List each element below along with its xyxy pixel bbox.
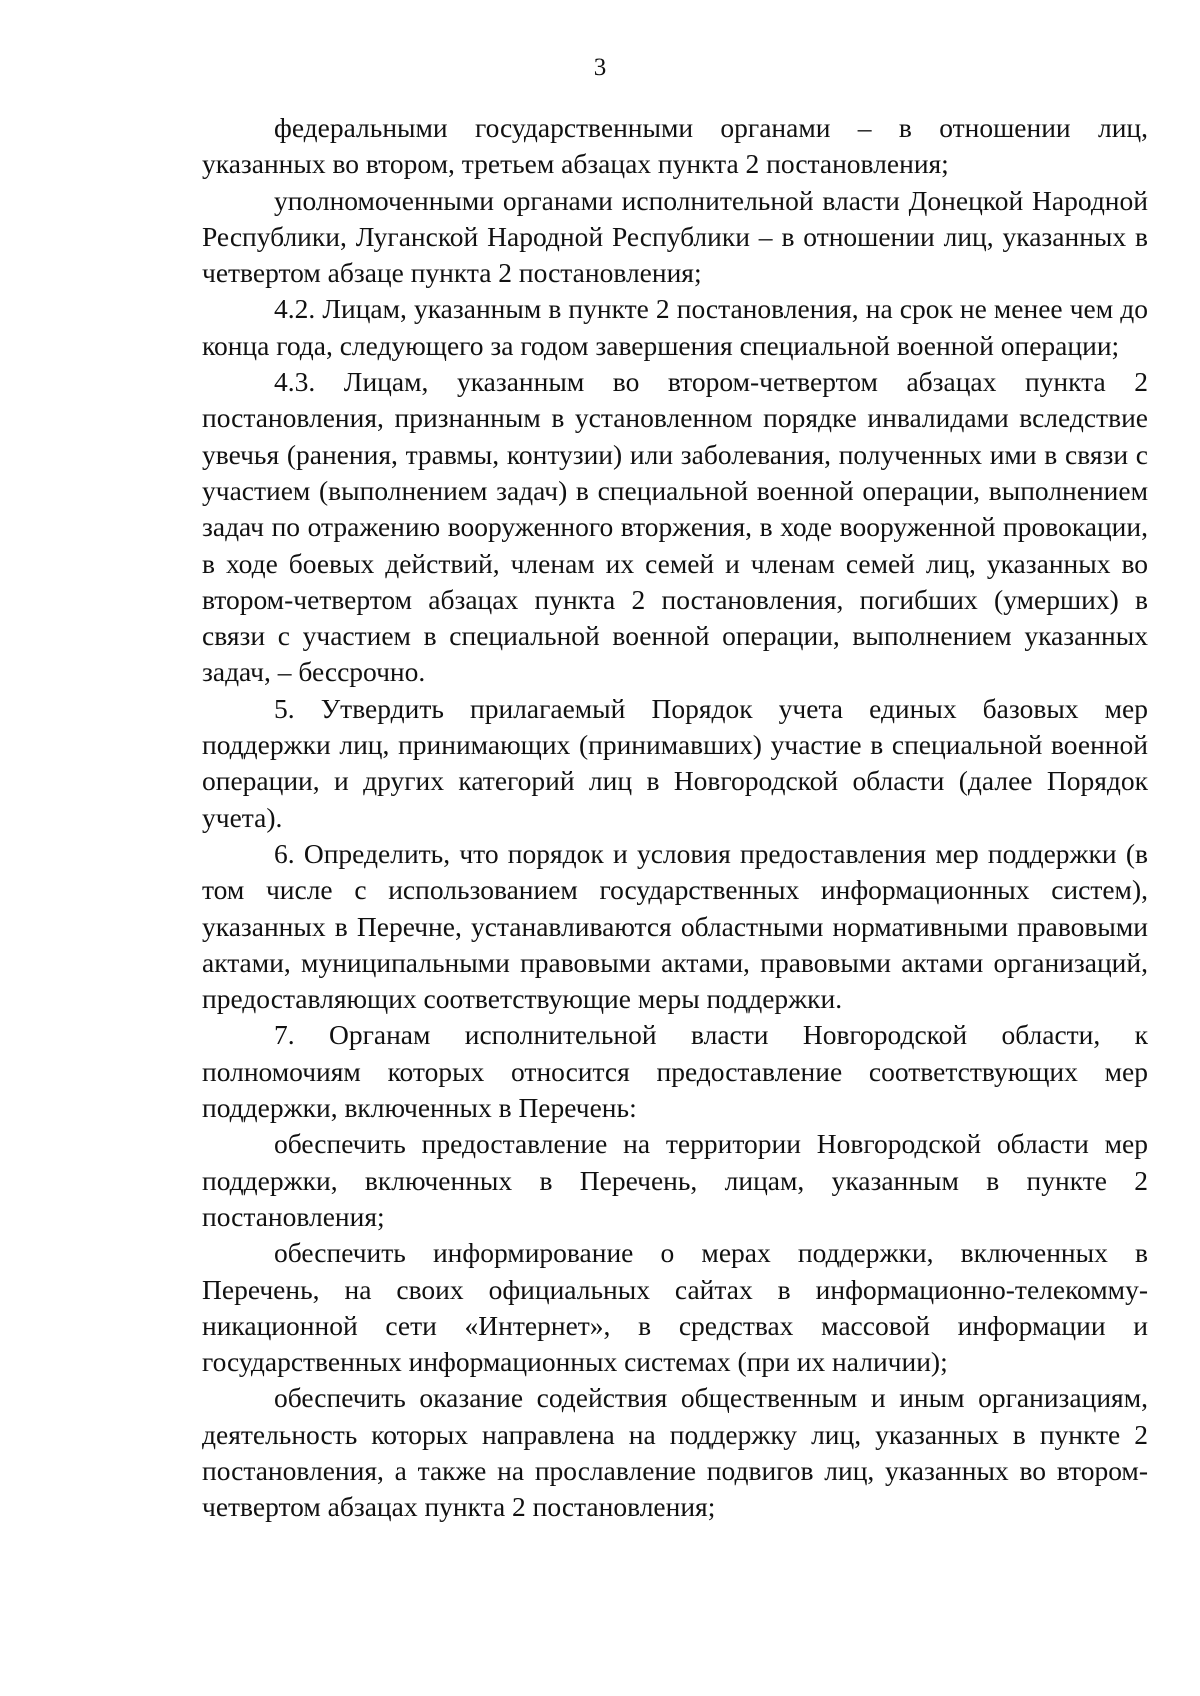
paragraph-authorized-bodies: уполномоченными органами исполнительной власти Донецкой Народной Республики, Луганской Народной Республики – в отношении лиц, указанных в четвертом абзаце пункта 2 постановления; <box>202 184 1148 289</box>
paragraph-7-inform: обеспечить информирование о мерах поддержки, включенных в Перечень, на своих официальных сайтах в информационно-телекоммуникационной сети «Интернет», в средствах массовой информации и государственных информационных системах (при их наличии); <box>202 1237 1148 1378</box>
paragraph-4-2: 4.2. Лицам, указанным в пункте 2 постановления, на срок не менее чем до конца года, следующего за годом завершения специальной военной операции; <box>202 293 1148 361</box>
page-number: 3 <box>593 54 607 81</box>
paragraph-4-3: 4.3. Лицам, указанным во втором-четвертом абзацах пункта 2 постановления, признанным в установленном порядке инвалидами вследствие увечья (ранения, травмы, контузии) или заболевания, полученных ими в связи с участием (выполнением задач) в специальной военной операции, выполнением задач по отражению вооруженного вторжения, в ходе вооруженной провокации, в ходе боевых действий, членам их семей и членам семей лиц, указанных во втором-четвертом абзацах пункта 2 постановления, погибших (умерших) в связи с участием в специальной военной операции, выполнением указанных задач, – бессрочно. <box>202 366 1148 688</box>
paragraph-6: 6. Определить, что порядок и условия предоставления мер поддержки (в том числе с использованием государственных информационных систем), указанных в Перечне, устанавливаются областными нормативными правовыми актами, муниципальными правовыми актами, правовыми актами организаций, предоставляющих соответствующие меры поддержки. <box>202 837 1148 1015</box>
document-body <box>202 110 1148 1526</box>
paragraph-7-assist: обеспечить оказание содействия общественным и иным организациям, деятельность которых направлена на поддержку лиц, указанных в пункте 2 постановления, а также на прославление подвигов лиц, указанных во втором-четвертом абзацах пункта 2 постановления; <box>202 1382 1148 1523</box>
paragraph-5: 5. Утвердить прилагаемый Порядок учета единых базовых мер поддержки лиц, принимающих (принимавших) участие в специальной военной операции, и других категорий лиц в Новгородской области (далее Порядок учета). <box>202 692 1148 833</box>
paragraph-7: 7. Органам исполнительной власти Новгородской области, к полномочиям которых относится предоставление соответствующих мер поддержки, включенных в Перечень: <box>202 1019 1148 1124</box>
paragraph-7-provide-support: обеспечить предоставление на территории Новгородской области мер поддержки, включенных в Перечень, лицам, указанным в пункте 2 постановления; <box>202 1128 1148 1232</box>
paragraph-federal-bodies: федеральными государственными органами – в отношении лиц, указанных во втором, третьем абзацах пункта 2 постановления; <box>202 112 1148 180</box>
